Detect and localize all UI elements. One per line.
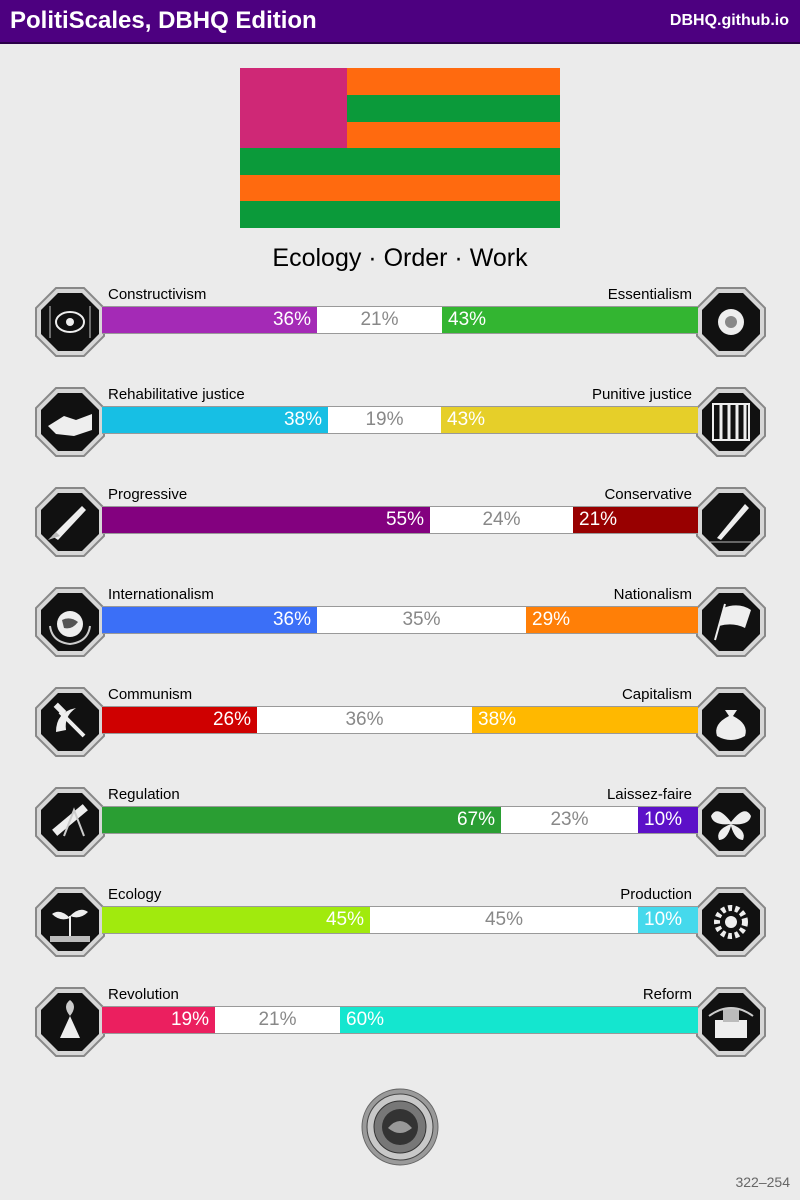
flag-icon — [695, 586, 767, 658]
veiled-face-icon — [34, 286, 106, 358]
ballot-icon — [695, 986, 767, 1058]
flag-canton — [240, 68, 347, 148]
axis-left-label: Internationalism — [108, 586, 214, 603]
seedling-icon — [34, 886, 106, 958]
axis-center-segment: 35% — [402, 609, 441, 630]
ideology-title: Ecology · Order · Work — [272, 244, 528, 272]
axis-right-segment: 10% — [638, 807, 698, 833]
axis-bar — [102, 506, 698, 534]
site-link[interactable]: DBHQ.github.io — [669, 12, 789, 29]
axis-left-segment: 38% — [102, 407, 328, 433]
app-title: PolitiScales, DBHQ Edition — [10, 7, 317, 34]
axis-bar — [102, 706, 698, 734]
axis-left-label: Constructivism — [108, 286, 207, 303]
axis-left-segment: 36% — [102, 307, 317, 333]
axis-center-segment: 24% — [482, 509, 521, 530]
axis-center-segment: 21% — [360, 309, 399, 330]
butterfly-icon — [695, 786, 767, 858]
seal-icon — [361, 1088, 439, 1166]
axis-center-segment: 36% — [345, 709, 384, 730]
axis-bar — [102, 306, 698, 334]
axis-row — [0, 786, 800, 886]
ruler-compass-icon — [34, 786, 106, 858]
axis-right-label: Conservative — [604, 486, 692, 503]
flag-stripe — [240, 175, 560, 201]
result-flag — [240, 68, 560, 228]
axis-left-segment: 45% — [102, 907, 370, 933]
axis-row — [0, 486, 800, 586]
app-header — [0, 0, 800, 44]
axis-left-label: Revolution — [108, 986, 179, 1003]
axis-row — [0, 986, 800, 1086]
axis-right-segment: 29% — [526, 607, 698, 633]
axis-bar — [102, 406, 698, 434]
axis-right-segment: 10% — [638, 907, 698, 933]
axis-right-segment: 38% — [472, 707, 698, 733]
axis-bar — [102, 806, 698, 834]
axis-row — [0, 886, 800, 986]
axis-left-label: Communism — [108, 686, 193, 703]
axis-center-segment: 45% — [484, 909, 524, 930]
axis-left-segment: 26% — [102, 707, 257, 733]
money-bag-icon — [695, 686, 767, 758]
axis-left-segment: 67% — [102, 807, 501, 833]
axis-right-label: Reform — [642, 986, 692, 1003]
chrysanthemum-icon — [695, 286, 767, 358]
axis-center-segment: 19% — [365, 409, 404, 430]
globe-wreath-icon — [34, 586, 106, 658]
axis-left-segment: 19% — [102, 1007, 215, 1033]
axis-bar — [102, 906, 698, 934]
axis-row — [0, 386, 800, 486]
prison-bars-icon — [695, 386, 767, 458]
hammer-sickle-icon — [34, 686, 106, 758]
axis-right-label: Essentialism — [607, 286, 692, 303]
axis-right-segment: 60% — [340, 1007, 698, 1033]
axis-left-label: Rehabilitative justice — [108, 386, 245, 403]
rocket-icon — [34, 486, 106, 558]
flag-stripe — [240, 201, 560, 228]
flag-stripe — [240, 148, 560, 175]
axis-right-segment: 43% — [441, 407, 698, 433]
axis-bar — [102, 1006, 698, 1034]
axis-right-segment: 43% — [442, 307, 698, 333]
axis-center-segment: 21% — [258, 1009, 297, 1030]
axis-right-label: Nationalism — [613, 586, 692, 603]
axis-right-label: Punitive justice — [591, 386, 692, 403]
axis-left-label: Regulation — [108, 786, 180, 803]
axis-right-segment: 21% — [573, 507, 698, 533]
gear-icon — [695, 886, 767, 958]
axis-right-label: Production — [620, 886, 692, 903]
axis-left-label: Progressive — [108, 486, 188, 503]
axis-left-segment: 55% — [102, 507, 430, 533]
axis-row — [0, 286, 800, 386]
axis-left-segment: 36% — [102, 607, 317, 633]
result-code: 322–254 — [735, 1174, 790, 1190]
handshake-icon — [34, 386, 106, 458]
axis-right-label: Capitalism — [621, 686, 692, 703]
axis-right-label: Laissez-faire — [606, 786, 692, 803]
axis-center-segment: 23% — [550, 809, 589, 830]
axis-row — [0, 686, 800, 786]
axis-left-label: Ecology — [108, 886, 162, 903]
axis-bar — [102, 606, 698, 634]
axis-row — [0, 586, 800, 686]
quill-icon — [695, 486, 767, 558]
torch-icon — [34, 986, 106, 1058]
